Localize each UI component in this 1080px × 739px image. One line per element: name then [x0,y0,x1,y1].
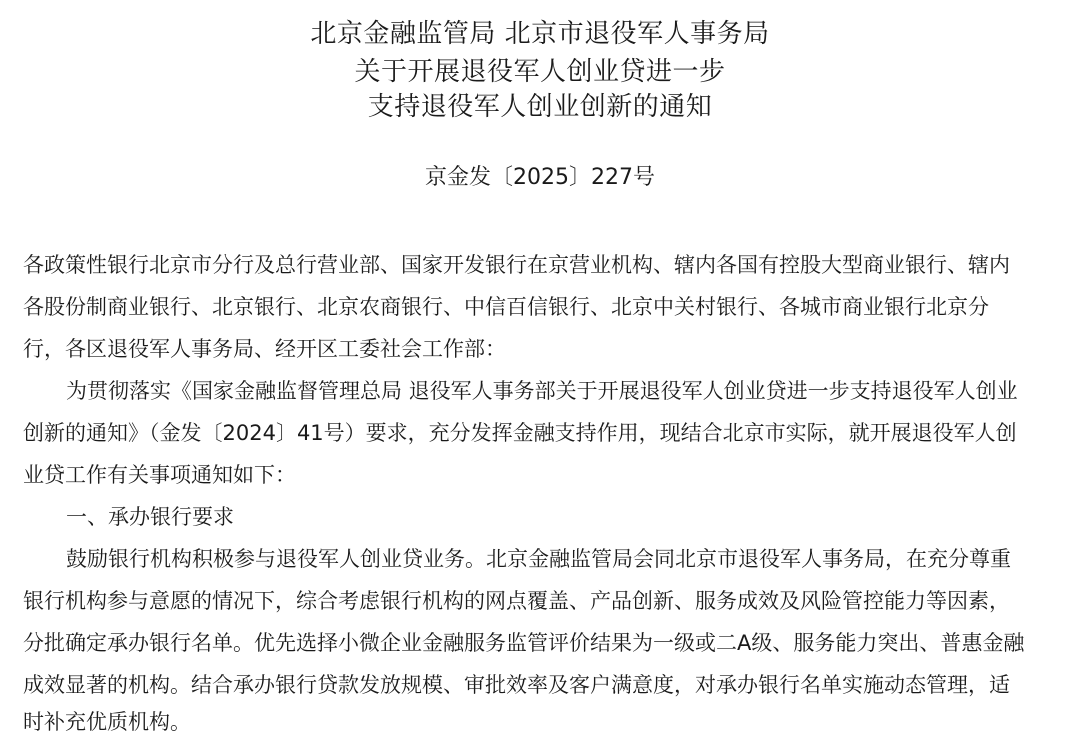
section-paragraph-line: 银行机构参与意愿的情况下，综合考虑银行机构的网点覆盖、产品创新、服务成效及风险管控能力等因素， [23,589,1010,613]
document-number: 京金发〔2025〕227号 [425,165,655,190]
section-paragraph-line: 成效显著的机构。结合承办银行贷款发放规模、审批效率及客户满意度，对承办银行名单实施动态管理，适 [23,673,1010,697]
section-heading: 一、承办银行要求 [66,505,234,529]
issuers-title: 北京金融监管局 北京市退役军人事务局 [310,19,770,49]
notice-title-line-3: 支持退役军人创业创新的通知 [367,92,713,122]
intro-paragraph-line: 创新的通知》（金发〔2024〕41号）要求，充分发挥金融支持作用，现结合北京市实际，就开展退役军人创 [23,421,1017,445]
section-paragraph-line: 时补充优质机构。 [23,710,191,734]
section-paragraph-line: 分批确定承办银行名单。优先选择小微企业金融服务监管评价结果为一级或二A级、服务能力突出、普惠金融 [23,631,1025,655]
intro-paragraph-line: 业贷工作有关事项通知如下： [23,463,296,487]
addressee-line: 行，各区退役军人事务局、经开区工委社会工作部： [23,337,506,361]
notice-title-line-2: 关于开展退役军人创业贷进一步 [354,57,726,87]
addressee-line: 各股份制商业银行、北京银行、北京农商银行、中信百信银行、北京中关村银行、各城市商业银行北京分 [23,295,989,319]
addressee-line: 各政策性银行北京市分行及总行营业部、国家开发银行在京营业机构、辖内各国有控股大型商业银行、辖内 [23,253,1010,277]
section-paragraph-line: 鼓励银行机构积极参与退役军人创业贷业务。北京金融监管局会同北京市退役军人事务局，在充分尊重 [66,547,1011,571]
intro-paragraph-line: 为贯彻落实《国家金融监督管理总局 退役军人事务部关于开展退役军人创业贷进一步支持退役军人创业 [66,379,1018,403]
